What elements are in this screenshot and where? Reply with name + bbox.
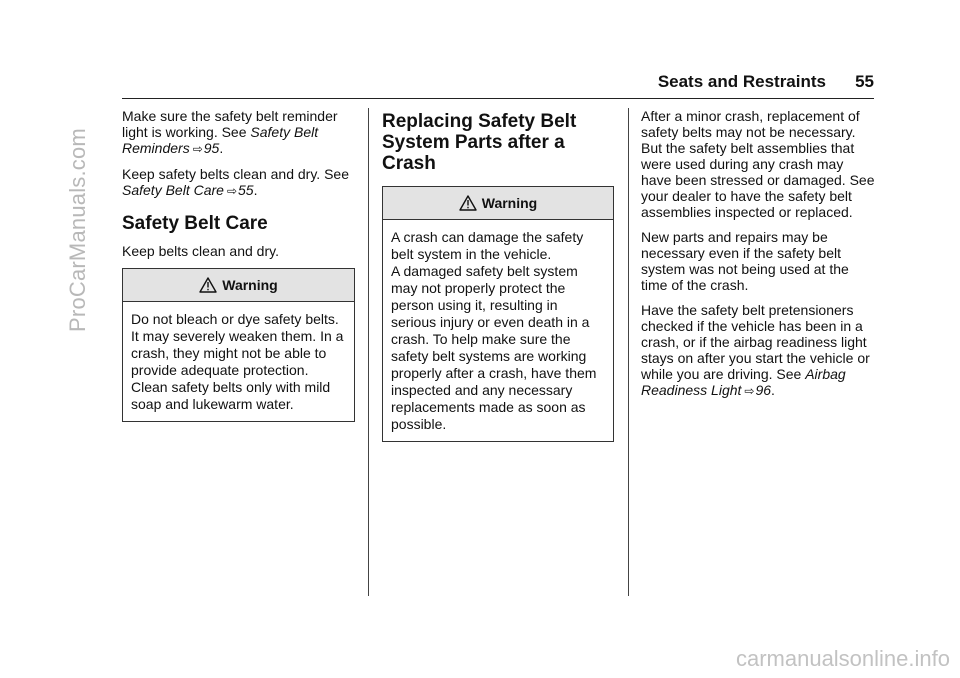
safety-belt-reminders-link[interactable]: Safety Belt Reminders [122,124,319,156]
page-number: 55 [855,72,874,91]
warning-box [122,268,355,422]
page-ref-95[interactable]: 95 [203,140,220,156]
warning-title: Warning [481,195,538,211]
keep-belts-clean-paragraph: Keep belts clean and dry. [122,243,279,259]
column-divider-1 [368,108,369,596]
page-ref-arrow-icon: ⇨ [744,384,755,398]
warning-header [383,187,613,220]
warning-triangle-icon [459,195,477,211]
warning-triangle-icon [199,277,217,293]
column-1 [122,108,355,422]
page-header [122,70,874,99]
warning-box [382,186,614,442]
section-title: Seats and Restraints [657,72,826,91]
bottom-watermark: carmanualsonline.info [735,646,950,671]
column-divider-2 [628,108,629,596]
column-3 [641,108,877,408]
warning-body: Do not bleach or dye safety belts. It may severely weaken them. In a crash, they might not be able to provide adequate protection. Clean safety belts only with mild soap and lukewarm water. [131,311,344,412]
new-parts-paragraph: New parts and repairs may be necessary even if the safety belt system was not being used at the time of the crash. [641,229,849,293]
clean-dry-paragraph: Keep safety belts clean and dry. See Safety Belt Care ⇨55. [122,166,349,198]
safety-belt-care-link[interactable]: Safety Belt Care [122,182,224,198]
minor-crash-paragraph: After a minor crash, replacement of safety belts may not be necessary. But the safety belt assemblies that were used during any crash may have been stressed or damaged. See your dealer to have the safety belt assemblies inspected or replaced. [641,108,875,220]
page-ref-55[interactable]: 55 [238,182,254,198]
page-ref-arrow-icon: ⇨ [226,184,237,198]
pretensioners-paragraph: Have the safety belt pretensioners checked if the vehicle has been in a crash, or if the airbag readiness light stays on after you start the vehicle or while you are driving. See Airbag Readiness Light ⇨96. [641,302,870,398]
warning-header [123,269,354,302]
replacing-parts-heading: Replacing Safety Belt System Parts after a Crash [382,111,577,174]
side-watermark: ProCarManuals.com [65,128,90,332]
reminder-paragraph: Make sure the safety belt reminder light is working. See Safety Belt Reminders ⇨95. [122,108,338,156]
warning-body: A crash can damage the safety belt system in the vehicle. A damaged safety belt system may not properly protect the person using it, resulting in serious injury or even death in a crash. To help make sure the safety belt systems are working properly after a crash, have them inspected and any necessary replacements made as soon as possible. [391,229,597,432]
column-2 [382,108,614,442]
airbag-readiness-light-link[interactable]: Airbag Readiness Light [641,366,846,398]
page-ref-arrow-icon: ⇨ [192,142,203,156]
safety-belt-care-heading: Safety Belt Care [122,213,268,234]
warning-title: Warning [222,277,278,293]
page-ref-96[interactable]: 96 [755,382,772,398]
